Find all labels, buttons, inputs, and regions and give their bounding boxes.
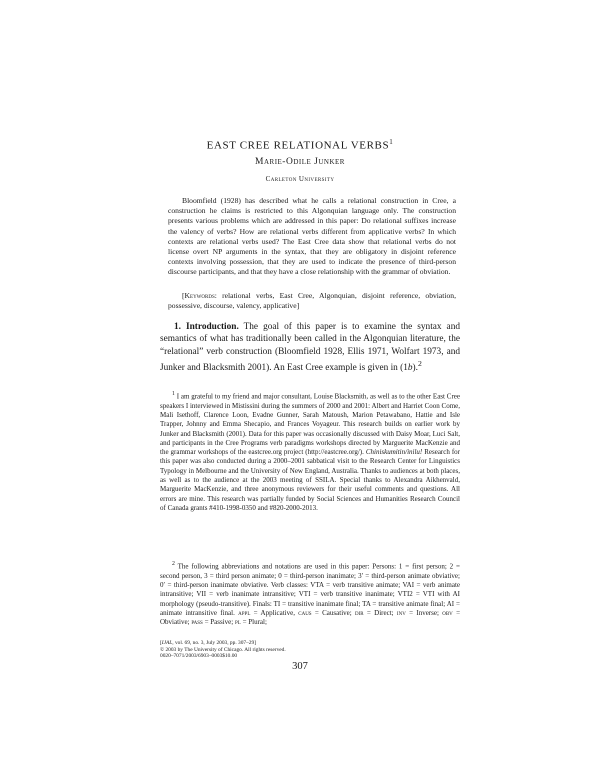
keywords-label: Keywords	[184, 291, 215, 300]
abstract-text: Bloomfield (1928) has described what he calls a relational construction in Cree, a construction he claims is restricted to this Algonquian language only. The construction presents various problems which are addressed in this paper: Do relational suffixes increase the valency of verbs? How are relational verbs different from applicative verbs? In which contexts are relational verbs used? The East Cree data show that relational verbs do not license overt NP arguments in the syntax, that they are obligatory in disjoint reference contexts involving possession, that they are used to indicate the presence of third-person discourse participants, and that they have a close relationship with the grammar of obviation.	[168, 196, 456, 277]
keywords: [Keywords: relational verbs, East Cree, Algonquian, disjoint reference, obviation, possessive, discourse, valency, applicative]	[168, 291, 456, 311]
abstract	[168, 196, 456, 278]
page-number: 307	[292, 661, 308, 672]
footnote-1: $^1$ I am grateful to my friend and major consultant, Louise Blacksmith, as well as to the other East Cree speakers I interviewed in Mistissini during the summers of 2000 and 2001: Albert and Harriet Coon Come, Mali Isethoff, Clarence Loon, Evadne Gunner, Sarah Matoush, Marion Petawabano, Hattie and Isle Trapper, Johnny and Emma Shecapio, and Frances Voyageur. This research builds on earlier work by Junker and Blacksmith (2001). Data for this paper was occasionally discussed with Daisy Moar, Luci Salt, and participants in the Cree Programs verb paradigms workshops directed by Marguerite MacKenzie and the grammar workshops of the eastcree.org project (http://eastcree.org/). Chiniskumitin/inilu! Research for this paper was also conducted during a 2000–2001 sabbatical visit to the Research Center for Linguistics Typology in Melbourne and the University of New England, Australia. Thanks to audiences at both places, as well as to the audience at the 2003 meeting of SSILA. Special thanks to Alexandra Aikhenvald, Marguerite MacKenzie, and three anonymous reviewers for their useful comments and questions. All errors are mine. This research was partially funded by Social Sciences and Humanities Research Council of Canada grants #410-1998-0350 and #820-2000-2013.	[160, 391, 460, 512]
publication-info	[160, 640, 460, 660]
issn-line: 0020–7071/2003/6903–0003$10.00	[160, 653, 238, 660]
footnote-marker: 2	[417, 358, 422, 368]
introduction-paragraph: 1. Introduction. The goal of this paper is to examine the syntax and semantics of what has traditionally been called in the Algonquian literature, the “relational” verb construction (Bloomfield 1928, Ellis 1971, Wolfart 1973, and Junker and Blacksmith 2001). An East Cree example is given in (1b).$^2$	[160, 322, 460, 373]
author-name: Marie-Odile Junker	[255, 157, 345, 167]
title-footnote-marker: 1	[389, 138, 394, 146]
copyright-line: © 2003 by The University of Chicago. All rights reserved.	[160, 646, 286, 653]
section-heading: 1. Introduction.	[174, 322, 239, 332]
footnote-2: $^2$ The following abbreviations and notations are used in this paper: Persons: 1 = first person; 2 = second person, 3 = third person animate; 0 = third-person inanimate; 3′ = third-person animate obviative; 0′ = third-person inanimate obviative. Verb classes: VTA = verb transitive animate; VAI = verb animate intransitive; VII = verb inanimate intransitive; VTI = verb transitive inanimate; VTI2 = VTI with AI morphology (pseudo-transitive). Finals: TI = transitive inanimate final; TA = transitive animate final; AI = animate intransitive final. appl = Applicative, caus = Causative; dir = Direct; inv = Inverse; obv = Obviative; pass = Passive; pl = Plural;	[160, 561, 461, 627]
journal-citation: [IJAL, vol. 69, no. 3, July 2003, pp. 307–29]	[160, 640, 256, 646]
author-affiliation: Carleton University	[265, 175, 335, 183]
paper-title: EAST CREE RELATIONAL VERBS$^1$	[206, 138, 394, 152]
